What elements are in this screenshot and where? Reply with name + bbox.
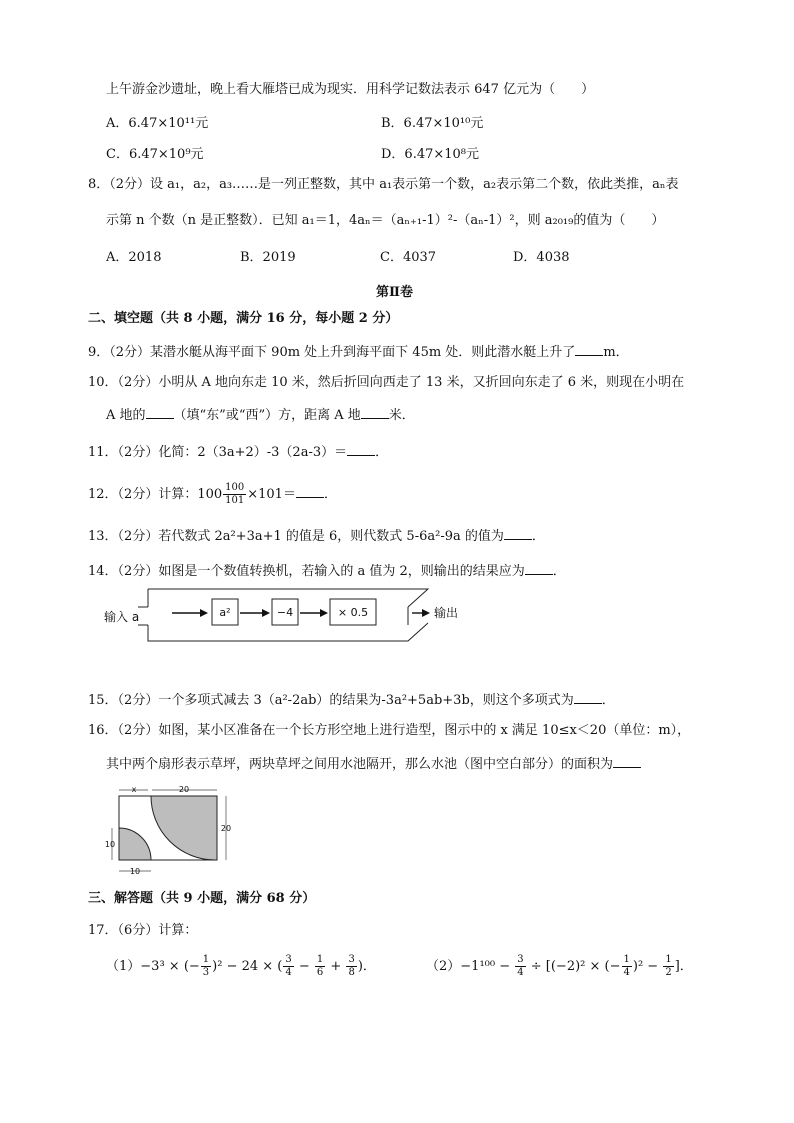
volume-title: 第Ⅱ卷 [376,285,413,300]
q17-p1-a: −3³ × (− [140,959,200,974]
q11-text: 11．（2分）化简：2（3a+2）-3（2a-3）＝ [88,445,348,460]
q17-p2-frac1 [515,954,525,979]
q10-line2 [106,404,415,426]
q17-p2-frac3 [663,954,673,979]
q17-part2-label: （2） [426,959,461,974]
dim-20-top-label: 20 [178,785,190,794]
q17-p2-a: −1¹⁰⁰ − [460,959,515,974]
q8-option-c: C．4037 [380,250,437,265]
dim-20-right-label: 20 [220,824,232,833]
q7-option-a: A．6.47×10¹¹元 [106,116,209,131]
frac-den: 8 [348,967,355,978]
frac-den: 4 [623,967,630,978]
q14-answer-blank[interactable] [525,560,553,575]
q8-line2: 示第 n 个数（n 是正整数）．已知 a₁＝1，4aₙ＝（aₙ₊₁-1）²-（aₙ-1）²，则 a₂₀₁₉的值为（ ） [106,213,665,228]
dim-10-left-label: 10 [104,840,116,849]
q10-text-c: 米． [388,408,415,423]
q9 [88,341,629,363]
section-2-title: 二、填空题（共 8 小题，满分 16 分，每小题 2 分） [88,311,399,326]
q8-option-a: A．2018 [106,250,162,265]
q17-p2-d: ]． [674,959,693,974]
q12 [88,480,337,510]
q16-answer-blank[interactable] [613,753,641,768]
machine-box-square-label: a² [219,606,231,619]
q13 [88,525,545,547]
frac-den: 2 [665,967,672,978]
q17-p2-c: )² − [632,959,663,974]
frac-num: 3 [348,954,355,965]
q7-option-b: B．6.47×10¹⁰元 [381,116,484,131]
q9-unit: m． [603,345,629,360]
frac-num: 1 [623,954,630,965]
arrow-3-head-icon [320,609,328,617]
q12-fraction [223,482,246,507]
q17-p1-frac4 [346,954,356,979]
q11-answer-blank[interactable] [347,441,375,456]
q15-end: ． [601,693,615,708]
frac-den: 6 [316,967,324,978]
q15-answer-blank[interactable] [574,689,602,704]
q7-continuation: 上午游金沙遗址，晚上看大雁塔已成为现实．用科学记数法表示 647 亿元为（ ） [106,82,595,97]
dim-x-label: x [131,785,137,794]
frac-num: 1 [202,954,210,965]
section-3-title: 三、解答题（共 9 小题，满分 68 分） [88,891,316,906]
frac-num: 1 [316,954,324,965]
q17-p1-c: − [294,959,314,974]
q16-line2 [106,753,641,775]
q17-part1 [106,952,376,982]
q14 [88,560,566,582]
q17-p1-d: + [326,959,346,974]
q10-distance-blank[interactable] [361,404,389,419]
q17-heading: 17．（6分）计算： [88,923,198,938]
q10-text-b: （填“东”或“西”）方，距离 A 地 [173,408,361,423]
q8-line1: 8．（2分）设 a₁，a₂，a₃……是一列正整数，其中 a₁表示第一个数，a₂表示第二个数，依此类推，aₙ表 [88,177,679,192]
q9-answer-blank[interactable] [575,341,603,356]
q12-text-b: ×101＝ [247,487,296,502]
q17-p1-b: )² − 24 × ( [212,959,283,974]
q16-text: 其中两个扇形表示草坪，两块草坪之间用水池隔开，那么水池（图中空白部分）的面积为 [106,757,614,772]
q14-end: ． [552,564,566,579]
machine-output-label: 输出 [434,606,459,620]
frac-num: 1 [665,954,672,965]
q7-option-c: C．6.47×10⁹元 [106,147,204,162]
number-machine-diagram [100,585,470,645]
q17-part1-label: （1） [106,959,141,974]
arrow-out-head-icon [422,609,430,617]
frac-den: 4 [285,967,292,978]
q17-p1-frac3 [315,954,325,979]
q10-text-a: A 地的 [106,408,146,423]
frac-den: 3 [202,967,210,978]
q15 [88,689,615,711]
q13-text: 13．（2分）若代数式 2a²+3a+1 的值是 6，则代数式 5-6a²-9a 的值为 [88,529,504,544]
arrow-1-head-icon [200,609,208,617]
q16-line1: 16．（2分）如图，某小区准备在一个长方形空地上进行造型，图示中的 x 满足 10≤x＜20（单位：m）， [88,723,691,738]
q12-frac-num: 100 [225,482,245,493]
frac-den: 4 [517,967,524,978]
q11-end: ． [375,445,389,460]
q17-p1-frac2 [283,954,293,979]
q9-text: 9．（2分）某潜水艇从海平面下 90m 处上升到海平面下 45m 处．则此潜水艇上升了 [88,345,576,360]
q14-text: 14．（2分）如图是一个数值转换机，若输入的 a 值为 2，则输出的结果应为 [88,564,525,579]
frac-num: 3 [517,954,524,965]
q11 [88,441,388,463]
q10-direction-blank[interactable] [146,404,174,419]
q12-end: ． [323,487,337,502]
arrow-2-head-icon [262,609,270,617]
q17-p1-frac1 [201,954,211,979]
q17-part2 [426,952,693,982]
q10-line1: 10．（2分）小明从 A 地向东走 10 米，然后折回向西走了 13 米，又折回向东走了 6 米，则现在小明在 [88,375,685,390]
q17-p1-e: )． [357,959,376,974]
machine-input-label: 输入 a [104,610,140,624]
q15-text: 15．（2分）一个多项式减去 3（a²-2ab）的结果为-3a²+5ab+3b，则这个多项式为 [88,693,574,708]
machine-box-minus4-label: −4 [276,606,294,619]
q17-p2-frac2 [622,954,632,979]
q13-end: ． [531,529,545,544]
frac-num: 3 [285,954,292,965]
machine-box-times-label: × 0.5 [337,606,369,619]
q12-answer-blank[interactable] [296,483,324,498]
q13-answer-blank[interactable] [504,525,532,540]
q17-p2-b: ÷ [(−2)² × (− [526,959,621,974]
q8-option-b: B．2019 [240,250,296,265]
sector-lawn-figure [100,782,240,880]
machine-bottom-edge [148,623,428,641]
q7-option-d: D．6.47×10⁸元 [381,147,480,162]
dim-10-bottom-label: 10 [129,867,141,876]
q12-text: 12．（2分）计算：100 [88,487,223,502]
q12-frac-den: 101 [225,495,245,506]
q8-option-d: D．4038 [513,250,570,265]
